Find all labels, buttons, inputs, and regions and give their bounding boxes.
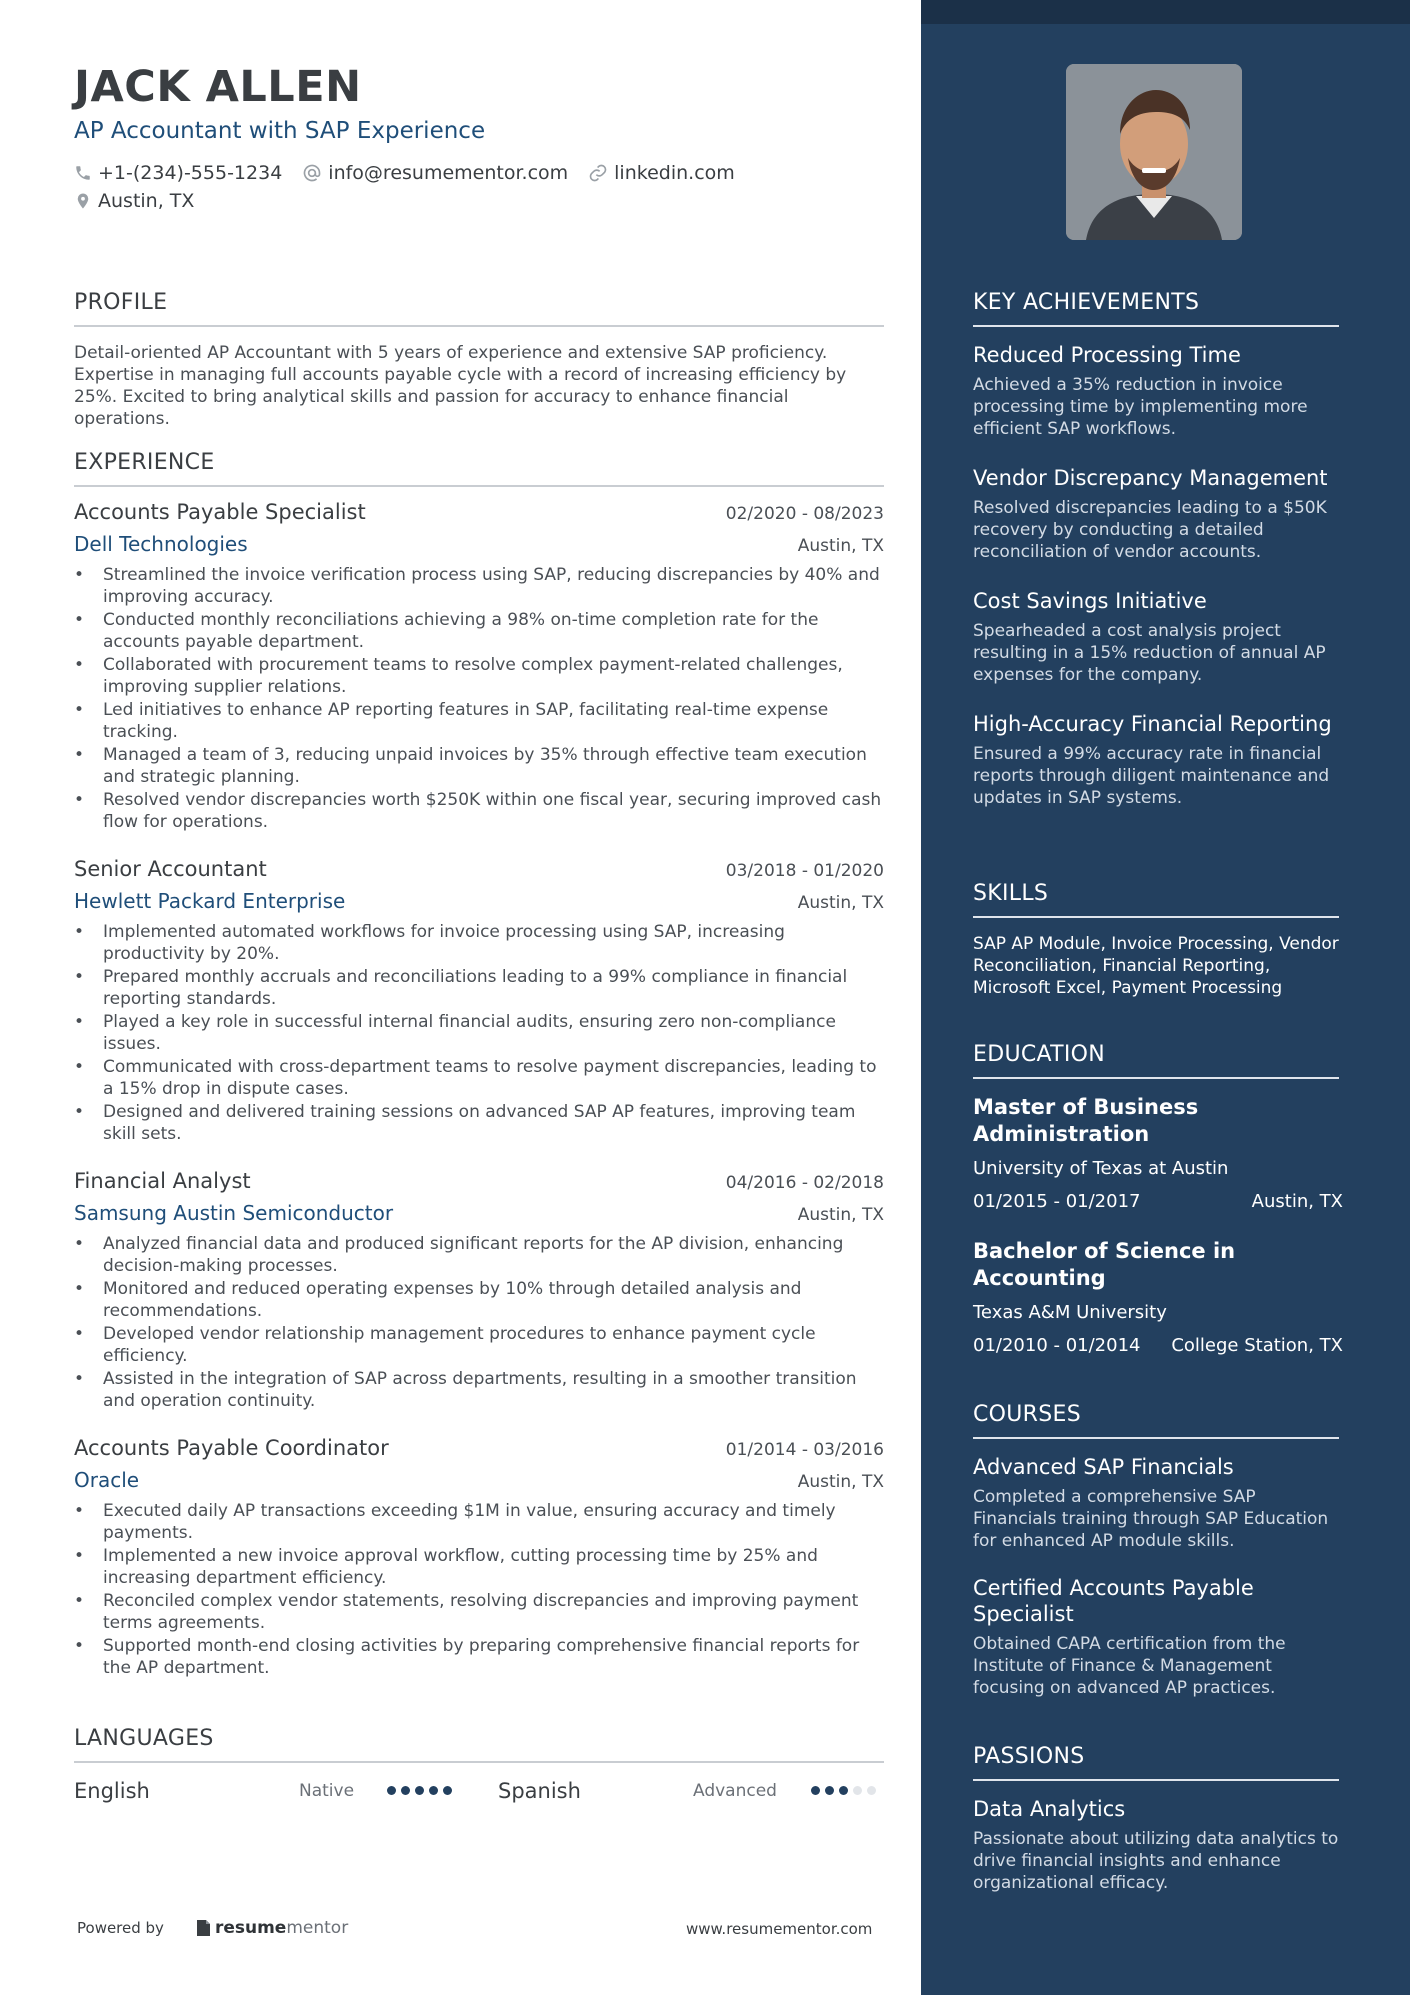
job-role: Financial Analyst <box>74 1169 251 1193</box>
achievement-item <box>973 588 1343 686</box>
contact-location <box>74 190 194 212</box>
proficiency-dot-filled <box>401 1786 410 1795</box>
experience-entry <box>74 1436 884 1680</box>
job-location: Austin, TX <box>797 1205 884 1225</box>
language-level: Advanced <box>693 1781 777 1801</box>
bullet-item: • Communicated with cross-department teams to resolve payment discrepancies, leading to a 15% drop in dispute cases. <box>74 1056 884 1100</box>
proficiency-dot-empty <box>853 1786 862 1795</box>
contact-linkedin[interactable] <box>588 162 735 184</box>
skills-text: SAP AP Module, Invoice Processing, Vendor Reconciliation, Financial Reporting, Microsoft Excel, Payment Processing <box>973 934 1339 998</box>
school-name: Texas A&M University <box>973 1302 1167 1323</box>
job-company: Hewlett Packard Enterprise <box>74 889 346 913</box>
job-bullets <box>74 564 884 833</box>
sidebar <box>921 0 1410 1995</box>
avatar-icon <box>1066 64 1242 240</box>
achievement-item <box>973 465 1343 563</box>
bullet-item: • Collaborated with procurement teams to resolve complex payment-related challenges, improving supplier relations. <box>74 654 884 698</box>
achievement-desc: Achieved a 35% reduction in invoice processing time by implementing more efficient SAP workflows. <box>973 375 1308 439</box>
achievement-item <box>973 711 1343 809</box>
bullet-item: • Led initiatives to enhance AP reporting features in SAP, facilitating real-time expense tracking. <box>74 699 884 743</box>
experience-entry <box>74 500 884 834</box>
proficiency-dot-filled <box>443 1786 452 1795</box>
candidate-name: JACK ALLEN <box>74 62 362 112</box>
passion-title: Data Analytics <box>973 1797 1126 1821</box>
education-dates: 01/2010 - 01/2014 <box>973 1335 1141 1356</box>
education-item <box>973 1238 1343 1356</box>
brand-light: mentor <box>286 1918 349 1938</box>
school-name: University of Texas at Austin <box>973 1158 1229 1179</box>
achievement-title: Vendor Discrepancy Management <box>973 466 1328 490</box>
course-title: Certified Accounts Payable Specialist <box>973 1576 1254 1626</box>
proficiency-dots <box>387 1786 457 1795</box>
bullet-item: • Executed daily AP transactions exceeding $1M in value, ensuring accuracy and timely payments. <box>74 1500 884 1544</box>
proficiency-dot-filled <box>825 1786 834 1795</box>
job-location: Austin, TX <box>797 536 884 556</box>
skills-heading: SKILLS <box>973 881 1339 918</box>
job-company: Dell Technologies <box>74 532 248 556</box>
skills-list <box>973 933 1343 999</box>
job-role: Accounts Payable Coordinator <box>74 1436 389 1460</box>
passions-heading: PASSIONS <box>973 1744 1339 1781</box>
at-sign-icon <box>302 163 322 183</box>
proficiency-dot-empty <box>867 1786 876 1795</box>
courses-heading: COURSES <box>973 1402 1339 1439</box>
proficiency-dots <box>811 1786 881 1795</box>
job-dates: 01/2014 - 03/2016 <box>725 1440 884 1460</box>
language-name: Spanish <box>498 1779 581 1803</box>
contact-phone[interactable] <box>74 162 282 184</box>
job-bullets <box>74 1233 884 1412</box>
passion-desc: Passionate about utilizing data analytics to drive financial insights and enhance organizational efficacy. <box>973 1829 1339 1893</box>
language-name: English <box>74 1779 150 1803</box>
bullet-item: • Supported month-end closing activities by preparing comprehensive financial reports for the AP department. <box>74 1635 884 1679</box>
achievement-item <box>973 342 1343 440</box>
job-dates: 02/2020 - 08/2023 <box>725 504 884 524</box>
job-location: Austin, TX <box>797 893 884 913</box>
achievement-title: Cost Savings Initiative <box>973 589 1207 613</box>
experience-entry <box>74 1169 884 1413</box>
achievement-title: Reduced Processing Time <box>973 343 1241 367</box>
job-bullets <box>74 1500 884 1679</box>
footer-url[interactable]: www.resumementor.com <box>686 1920 873 1938</box>
course-desc: Completed a comprehensive SAP Financials training through SAP Education for enhanced AP module skills. <box>973 1487 1329 1551</box>
job-company: Samsung Austin Semiconductor <box>74 1201 394 1225</box>
contact-email[interactable] <box>302 162 568 184</box>
languages-list <box>74 1776 884 1806</box>
bullet-item: • Prepared monthly accruals and reconciliations leading to a 99% compliance in financial reporting standards. <box>74 966 884 1010</box>
bullet-item: • Played a key role in successful internal financial audits, ensuring zero non-compliance issues. <box>74 1011 884 1055</box>
location-text: Austin, TX <box>98 190 195 212</box>
brand-bold: resume <box>214 1918 287 1938</box>
bullet-item: • Resolved vendor discrepancies worth $250K within one fiscal year, securing improved cash flow for operations. <box>74 789 884 833</box>
bullet-item: • Streamlined the invoice verification process using SAP, reducing discrepancies by 40% and improving accuracy. <box>74 564 884 608</box>
email-text: info@resumementor.com <box>328 162 569 184</box>
degree-title: Bachelor of Science in Accounting <box>973 1239 1236 1290</box>
bullet-item: • Reconciled complex vendor statements, resolving discrepancies and improving payment terms agreements. <box>74 1590 884 1634</box>
languages-heading: LANGUAGES <box>74 1726 884 1763</box>
link-icon <box>588 163 608 183</box>
course-item <box>973 1575 1343 1699</box>
bullet-item: • Developed vendor relationship management procedures to enhance payment cycle efficiency. <box>74 1323 884 1367</box>
education-item <box>973 1094 1343 1212</box>
experience-entry <box>74 857 884 1146</box>
profile-photo <box>1066 64 1242 240</box>
achievements-heading: KEY ACHIEVEMENTS <box>973 290 1339 327</box>
bullet-item: • Implemented automated workflows for invoice processing using SAP, increasing productivity by 20%. <box>74 921 884 965</box>
proficiency-dot-filled <box>429 1786 438 1795</box>
job-title: AP Accountant with SAP Experience <box>74 118 486 144</box>
profile-heading: PROFILE <box>74 290 884 327</box>
job-company: Oracle <box>74 1468 140 1492</box>
achievement-desc: Spearheaded a cost analysis project resulting in a 15% reduction of annual AP expenses for the company. <box>973 621 1326 685</box>
education-location: College Station, TX <box>1171 1335 1343 1356</box>
course-item <box>973 1454 1343 1552</box>
job-dates: 03/2018 - 01/2020 <box>725 861 884 881</box>
bullet-item: • Managed a team of 3, reducing unpaid invoices by 35% through effective team execution and strategic planning. <box>74 744 884 788</box>
footer-powered-by <box>77 1918 348 1938</box>
achievement-desc: Resolved discrepancies leading to a $50K recovery by conducting a detailed reconciliation of vendor accounts. <box>973 498 1327 562</box>
achievement-title: High-Accuracy Financial Reporting <box>973 712 1332 736</box>
phone-text: +1-(234)-555-1234 <box>98 162 283 184</box>
profile-summary: Detail-oriented AP Accountant with 5 years of experience and extensive SAP proficiency. Expertise in managing full accounts payable cycle with a record of increasing efficiency by 25%. Excited to bring analytical skills and passion for accuracy to enhance financial operations. <box>74 343 847 429</box>
bullet-item: • Analyzed financial data and produced significant reports for the AP division, enhancing decision-making processes. <box>74 1233 884 1277</box>
bullet-item: • Assisted in the integration of SAP across departments, resulting in a smoother transition and operation continuity. <box>74 1368 884 1412</box>
job-location: Austin, TX <box>797 1472 884 1492</box>
phone-icon <box>74 164 92 182</box>
bullet-item: • Designed and delivered training sessions on advanced SAP AP features, improving team skill sets. <box>74 1101 884 1145</box>
resumementor-logo-icon <box>194 1918 212 1938</box>
language-level: Native <box>299 1781 355 1801</box>
degree-title: Master of Business Administration <box>973 1095 1199 1146</box>
map-pin-icon <box>74 191 92 211</box>
powered-by-label: Powered by <box>77 1919 164 1937</box>
achievement-desc: Ensured a 99% accuracy rate in financial reports through diligent maintenance and updates in SAP systems. <box>973 744 1330 808</box>
bullet-item: • Monitored and reduced operating expenses by 10% through detailed analysis and recommendations. <box>74 1278 884 1322</box>
proficiency-dot-filled <box>387 1786 396 1795</box>
contact-info <box>74 160 884 216</box>
education-dates: 01/2015 - 01/2017 <box>973 1191 1141 1212</box>
course-desc: Obtained CAPA certification from the Institute of Finance & Management focusing on advanced AP practices. <box>973 1634 1286 1698</box>
passion-item <box>973 1796 1343 1894</box>
bullet-item: • Conducted monthly reconciliations achieving a 98% on-time completion rate for the accounts payable department. <box>74 609 884 653</box>
experience-heading: EXPERIENCE <box>74 450 884 487</box>
job-dates: 04/2016 - 02/2018 <box>725 1173 884 1193</box>
proficiency-dot-filled <box>839 1786 848 1795</box>
job-role: Accounts Payable Specialist <box>74 500 366 524</box>
sidebar-top-band <box>921 0 1410 24</box>
education-heading: EDUCATION <box>973 1042 1339 1079</box>
job-bullets <box>74 921 884 1145</box>
proficiency-dot-filled <box>811 1786 820 1795</box>
linkedin-text: linkedin.com <box>614 162 735 184</box>
education-location: Austin, TX <box>1251 1191 1343 1212</box>
job-role: Senior Accountant <box>74 857 267 881</box>
proficiency-dot-filled <box>415 1786 424 1795</box>
resumementor-logo[interactable] <box>194 1918 348 1938</box>
course-title: Advanced SAP Financials <box>973 1455 1234 1479</box>
bullet-item: • Implemented a new invoice approval workflow, cutting processing time by 25% and increasing department efficiency. <box>74 1545 884 1589</box>
